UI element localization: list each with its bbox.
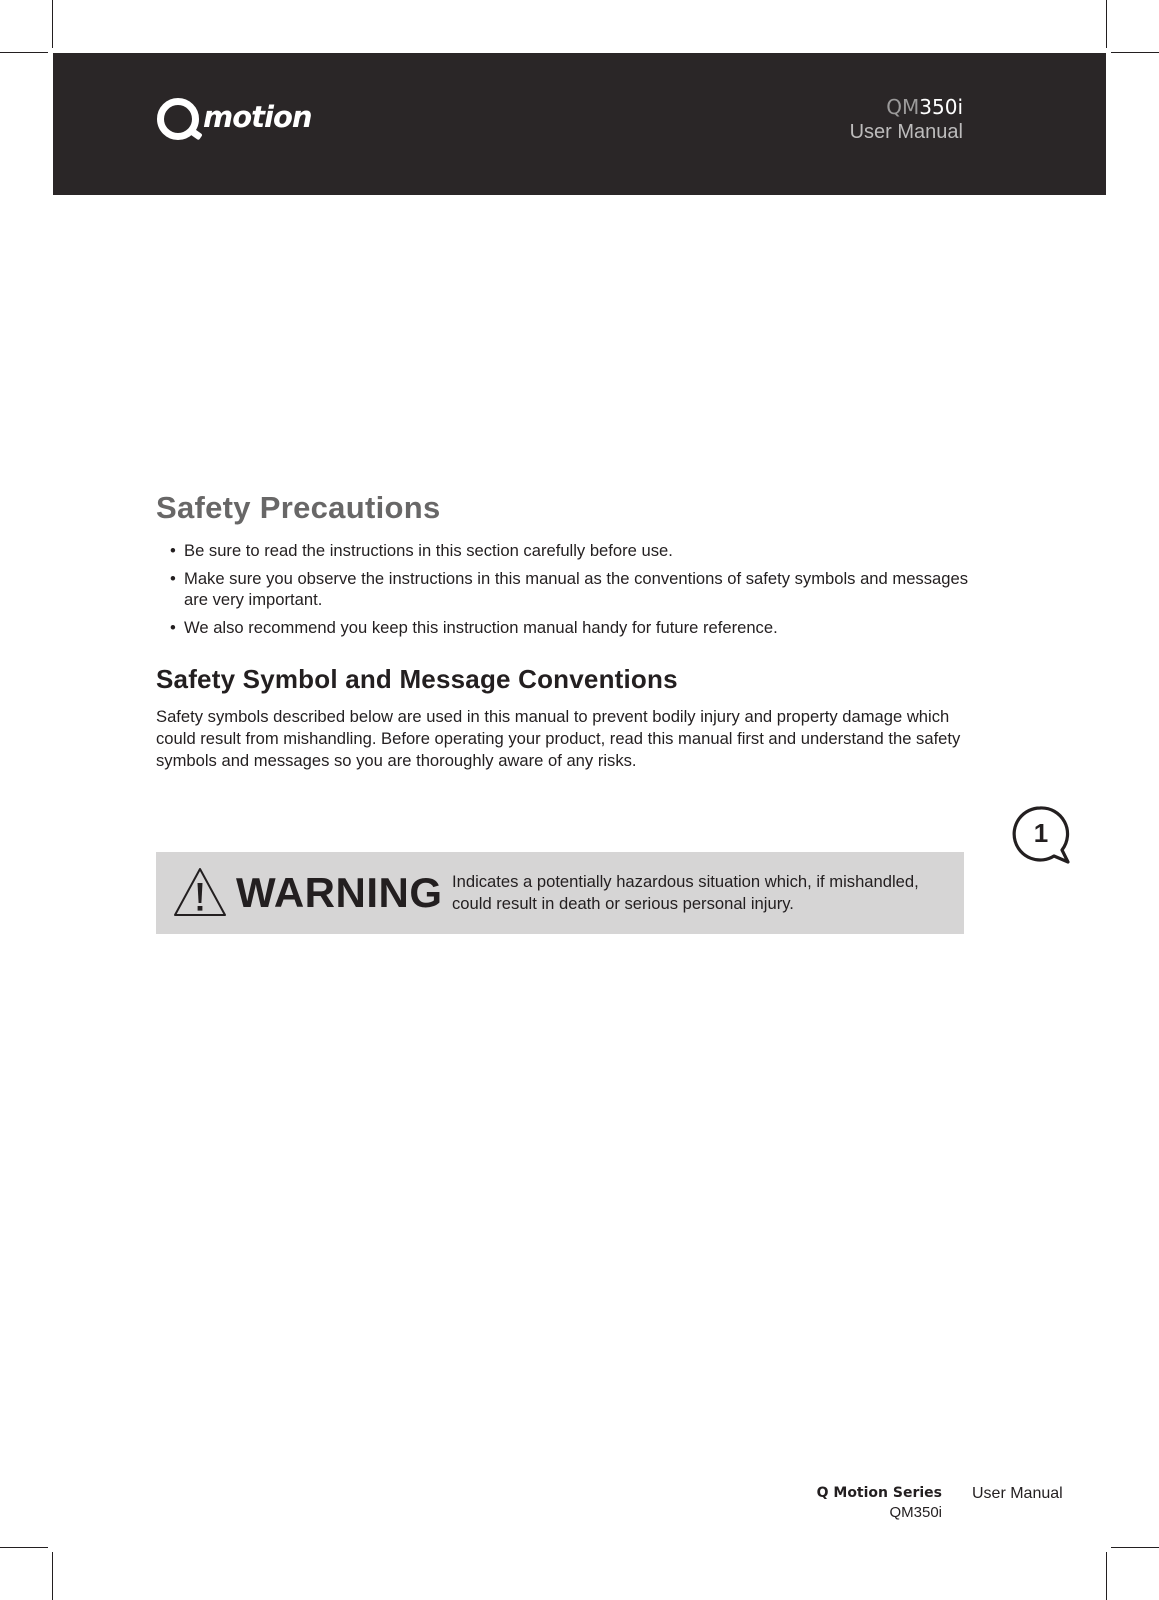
footer-series-block bbox=[817, 1483, 942, 1523]
crop-mark bbox=[0, 1547, 48, 1548]
header-model-number: 350i bbox=[919, 95, 963, 119]
logo-q-mark bbox=[157, 98, 199, 140]
crop-mark bbox=[52, 1552, 53, 1600]
page-header bbox=[53, 53, 1106, 195]
crop-mark bbox=[1111, 52, 1159, 53]
header-model-prefix: QM bbox=[886, 95, 920, 119]
page-number: 1 bbox=[1033, 818, 1049, 848]
crop-mark bbox=[1106, 0, 1107, 48]
warning-triangle-icon bbox=[172, 866, 228, 918]
list-item: • Make sure you observe the instructions in this manual as the conventions of safety symbols and messages are very important. bbox=[170, 568, 970, 610]
list-item: • Be sure to read the instructions in this section carefully before use. bbox=[170, 540, 970, 561]
footer-model: QM350i bbox=[889, 1504, 942, 1521]
conventions-paragraph: Safety symbols described below are used in this manual to prevent bodily injury and property damage which could result from mishandling. Before operating your product, read this manual first and understand the safety symbols and messages so you are thoroughly aware of any risks. bbox=[156, 707, 961, 770]
crop-mark bbox=[0, 52, 48, 53]
footer-doc-title: User Manual bbox=[972, 1485, 1063, 1502]
header-title-block bbox=[850, 95, 963, 145]
footer-series: Q Motion Series bbox=[816, 1485, 942, 1501]
list-item: • We also recommend you keep this instruction manual handy for future reference. bbox=[170, 617, 970, 638]
crop-mark bbox=[1111, 1547, 1159, 1548]
header-model bbox=[850, 95, 963, 119]
warning-box bbox=[156, 852, 964, 934]
conventions-title: Safety Symbol and Message Conventions bbox=[156, 664, 678, 694]
header-subtitle: User Manual bbox=[849, 121, 963, 143]
warning-description: Indicates a potentially hazardous situation which, if mishandled, could result in death or serious personal injury. bbox=[452, 872, 919, 913]
precautions-list bbox=[170, 540, 970, 645]
warning-label: WARNING bbox=[236, 869, 443, 916]
logo-text: motion bbox=[203, 100, 312, 134]
safety-precautions-title: Safety Precautions bbox=[156, 490, 441, 525]
crop-mark bbox=[1106, 1552, 1107, 1600]
crop-mark bbox=[52, 0, 53, 48]
qmotion-logo bbox=[157, 94, 312, 144]
